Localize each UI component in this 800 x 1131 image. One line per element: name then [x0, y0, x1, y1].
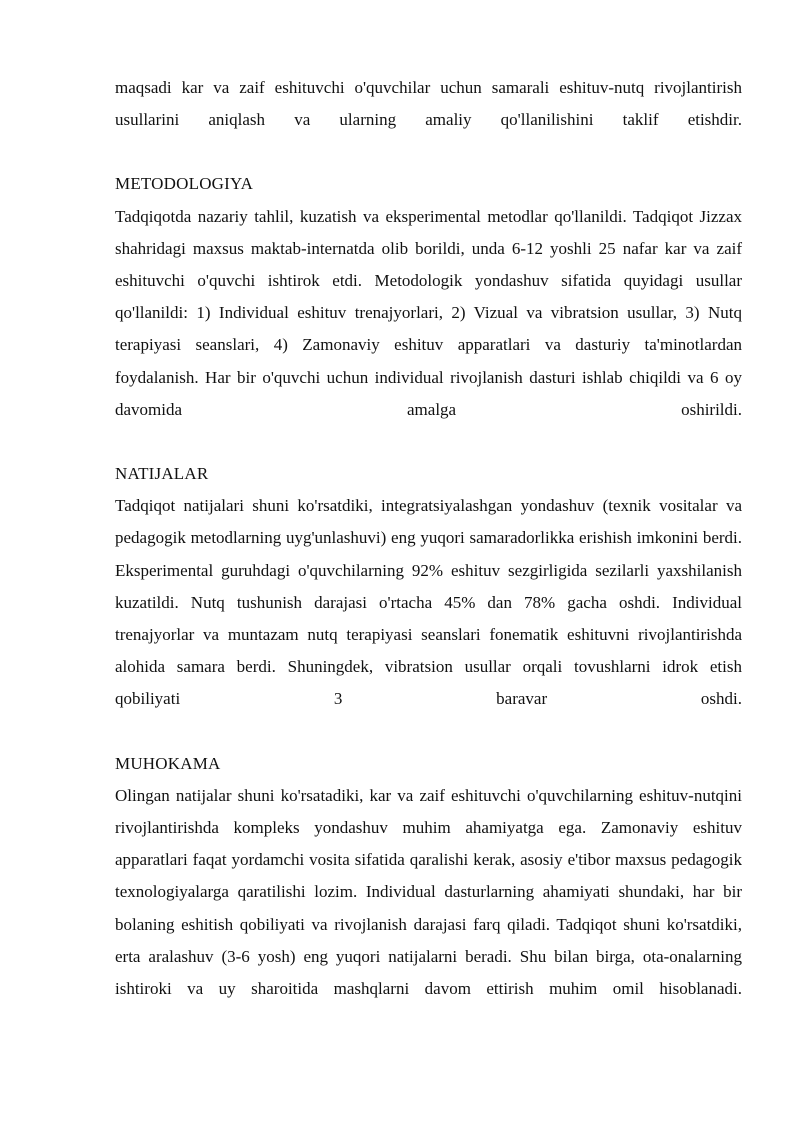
section-paragraph-metodologiya: Tadqiqotda nazariy tahlil, kuzatish va eksperimental metodlar qo'llanildi. Tadqiqot Jizzax shahridagi maxsus maktab-internatda olib borildi, unda 6-12 yoshli 25 nafar kar va zaif eshituvchi o'quvchi ishtirok etdi. Metodologik yondashuv sifatida quyidagi usullar qo'llanildi: 1) Individual eshituv trenajyorlari, 2) Vizual va vibratsion usullar, 3) Nutq terapiyasi seanslari, 4) Zamonaviy eshituv apparatlari va dasturiy ta'minotlardan foydalanish. Har bir o'quvchi uchun individual rivojlanish dasturi ishlab chiqildi va 6 oy davomida amalga oshirildi.: [115, 206, 742, 419]
section-heading-muhokama: MUHOKAMA: [115, 753, 221, 773]
section-spacer: [115, 426, 742, 458]
section-spacer: [115, 136, 742, 168]
intro-paragraph: maqsadi kar va zaif eshituvchi o'quvchilar uchun samarali eshituv-nutq rivojlantirish usullarini aniqlash va ularning amaliy qo'llanilishini taklif etishdir.: [115, 78, 742, 130]
section-paragraph-muhokama: Olingan natijalar shuni ko'rsatadiki, kar va zaif eshituvchi o'quvchilarning eshituv-nutqini rivojlantirishda kompleks yondashuv muhim ahamiyatga ega. Zamonaviy eshituv apparatlari faqat yordamchi vosita sifatida qaralishi kerak, asosiy e'tibor maxsus pedagogik texnologiyalarga qaratilishi lozim. Individual dasturlarning ahamiyati shundaki, har bir bolaning eshitish qobiliyati va rivojlanish darajasi farq qiladi. Tadqiqot shuni ko'rsatdiki, erta aralashuv (3-6 yosh) eng yuqori natijalarni beradi. Shu bilan birga, ota-onalarning ishtiroki va uy sharoitida mashqlarni davom ettirish muhim omil hisoblanadi.: [115, 785, 742, 999]
section-heading-natijalar: NATIJALAR: [115, 464, 209, 484]
section-heading-metodologiya: METODOLOGIYA: [115, 174, 254, 194]
section-paragraph-natijalar: Tadqiqot natijalari shuni ko'rsatdiki, integratsiyalashgan yondashuv (texnik vositalar va pedagogik metodlarning uyg'unlashuvi) eng yuqori samaradorlikka erishish imkonini berdi. Eksperimental guruhdagi o'quvchilarning 92% eshituv sezgirligida sezilarli yaxshilanish kuzatildi. Nutq tushunish darajasi o'rtacha 45% dan 78% gacha oshdi. Individual trenajyorlar va muntazam nutq terapiyasi seanslari fonematik eshituvni rivojlantirishda alohida samara berdi. Shuningdek, vibratsion usullar orqali tovushlarni idrok etish qobiliyati 3 baravar oshdi.: [115, 496, 742, 709]
document-page: [115, 72, 742, 1005]
section-spacer: [115, 716, 742, 748]
